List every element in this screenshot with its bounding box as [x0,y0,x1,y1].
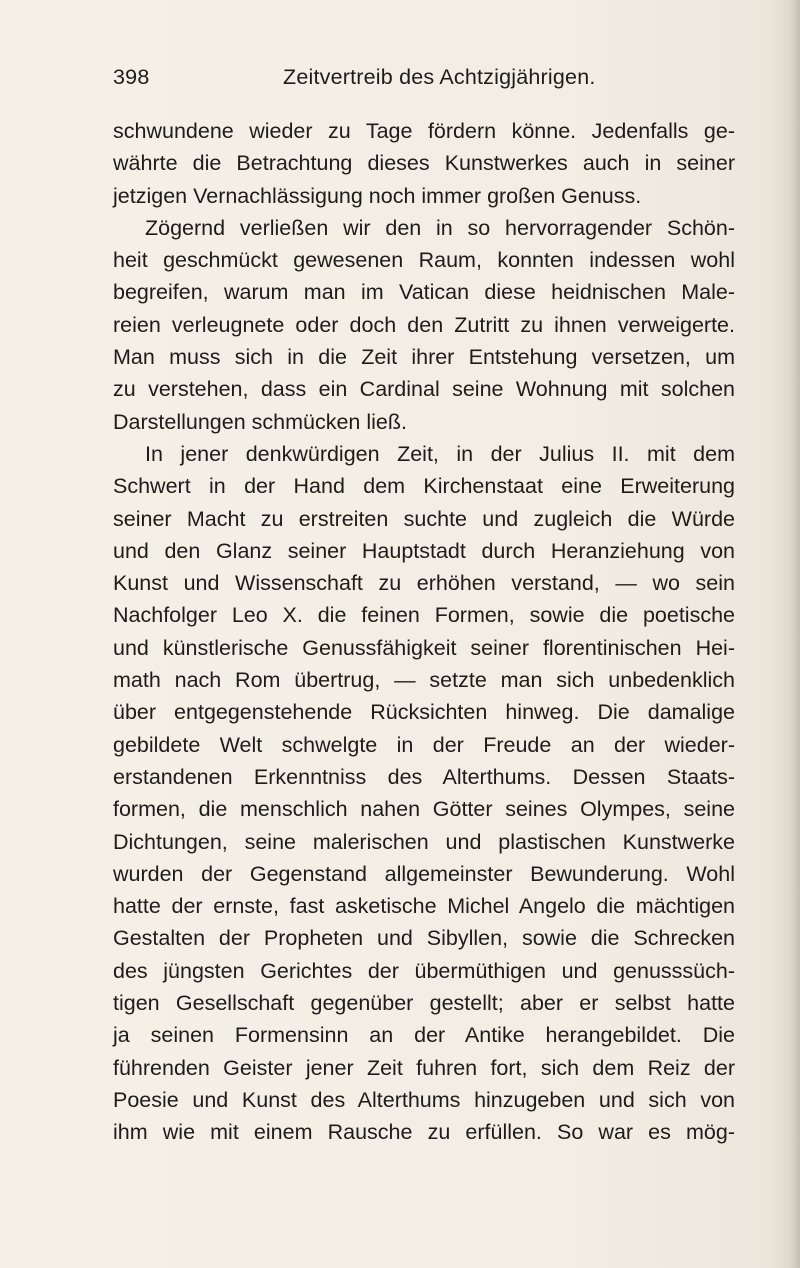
text-line: Man muss sich in die Zeit ihrer Entstehung versetzen, um [113,345,735,370]
text-line: begreifen, warum man im Vatican diese heidnischen Male- [113,280,735,305]
text-line: zu verstehen, dass ein Cardinal seine Wohnung mit solchen [113,377,735,402]
text-line: führenden Geister jener Zeit fuhren fort, sich dem Reiz der [113,1055,735,1080]
text-line: des jüngsten Gerichtes der übermüthigen und genusssüch- [113,958,735,983]
text-line: gebildete Welt schwelgte in der Freude an der wieder- [113,732,735,757]
text-line: Poesie und Kunst des Alterthums hinzugeben und sich von [113,1087,735,1112]
text-line: über entgegenstehende Rücksichten hinweg. Die damalige [113,700,735,725]
page-number: 398 [113,65,150,89]
text-line: Nachfolger Leo X. die feinen Formen, sowie die poetische [113,603,735,628]
text-line: ihm wie mit einem Rausche zu erfüllen. So war es mög- [113,1120,735,1145]
text-line: tigen Gesellschaft gegenüber gestellt; aber er selbst hatte [113,991,735,1016]
text-line: schwundene wieder zu Tage fördern könne. Jedenfalls ge- [113,119,735,143]
text-line: Zögernd verließen wir den in so hervorragender Schön- [145,215,735,240]
text-line: und künstlerische Genussfähigkeit seiner florentinischen Hei- [113,635,735,660]
body-text [113,115,735,1149]
text-line: jetzigen Vernachlässigung noch immer großen Genuss. [113,183,642,208]
text-line: währte die Betrachtung dieses Kunstwerkes auch in seiner [113,151,735,176]
text-line: hatte der ernste, fast asketische Michel Angelo die mächtigen [113,894,735,919]
running-head-title: Zeitvertreib des Achtzigjährigen. [283,65,596,89]
text-line: math nach Rom übertrug, — setzte man sich unbedenklich [113,668,735,693]
text-line: In jener denkwürdigen Zeit, in der Julius II. mit dem [145,441,735,466]
running-head [113,62,733,92]
text-line: Dichtungen, seine malerischen und plastischen Kunstwerke [113,829,735,854]
text-line: reien verleugnete oder doch den Zutritt zu ihnen verweigerte. [113,312,735,337]
text-line: Gestalten der Propheten und Sibyllen, sowie die Schrecken [113,926,735,951]
text-line: formen, die menschlich nahen Götter seines Olympes, seine [113,797,735,822]
text-line: seiner Macht zu erstreiten suchte und zugleich die Würde [113,506,735,531]
text-line: erstandenen Erkenntniss des Alterthums. Dessen Staats- [113,764,735,789]
text-line: Darstellungen schmücken ließ. [113,409,407,434]
page-edge-shadow [790,0,800,1268]
text-line: heit geschmückt gewesenen Raum, konnten indessen wohl [113,248,735,273]
text-line: Kunst und Wissenschaft zu erhöhen verstand, — wo sein [113,571,735,596]
text-line: wurden der Gegenstand allgemeinster Bewunderung. Wohl [113,861,735,886]
text-line: Schwert in der Hand dem Kirchenstaat eine Erweiterung [113,474,735,499]
text-line: und den Glanz seiner Hauptstadt durch Heranziehung von [113,538,735,563]
text-line: ja seinen Formensinn an der Antike herangebildet. Die [113,1023,735,1048]
